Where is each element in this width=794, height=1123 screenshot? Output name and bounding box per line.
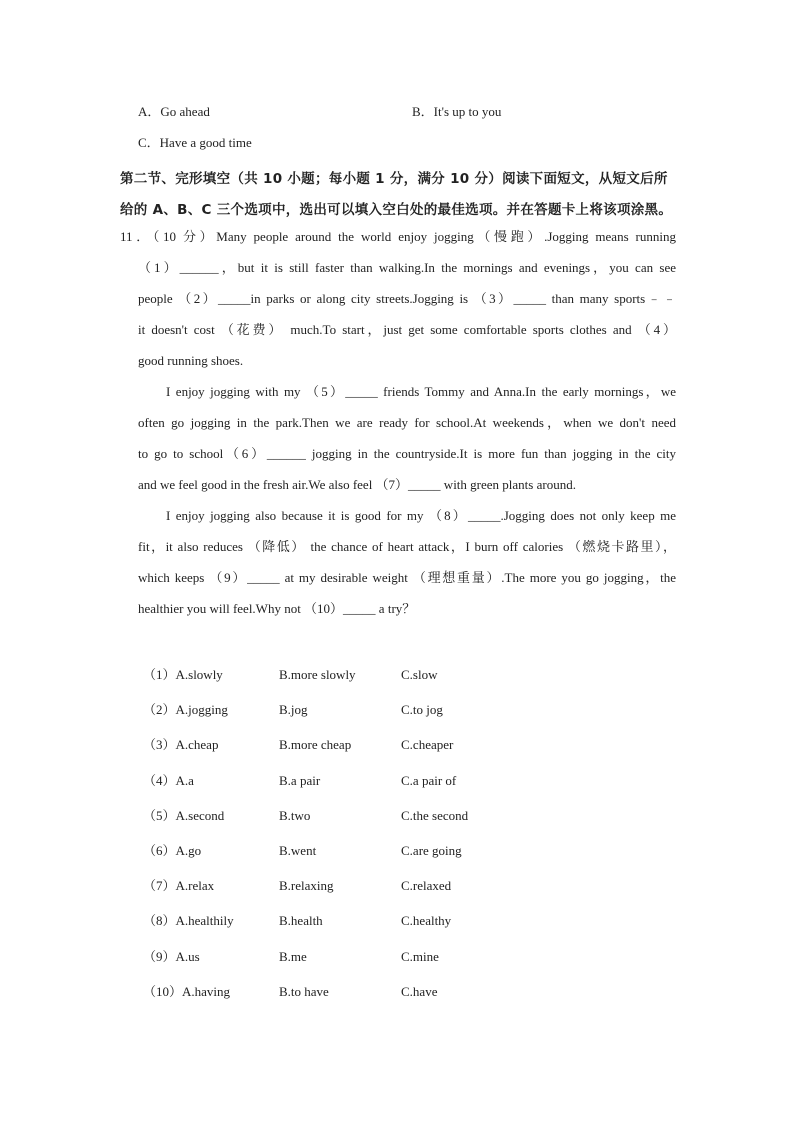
passage-line: and we feel good in the fresh air.We also feel （7）_____ with green plants around. (138, 477, 576, 492)
option-c: C．Have a good time (138, 135, 252, 150)
passage-line: which keeps （9）_____ at my desirable weight （理想重量）.The more you go jogging，the (138, 570, 676, 585)
option-a: （8）A.healthily (143, 913, 234, 929)
section-header-line: 第二节、完形填空（共 10 小题；每小题 1 分，满分 10 分）阅读下面短文，从短文后所 (120, 171, 668, 187)
option-a: （10）A.having (143, 983, 231, 999)
option-row (138, 103, 698, 134)
option-row (143, 699, 543, 734)
answer-options (143, 664, 543, 1016)
previous-question-options (138, 103, 698, 165)
passage-line: it doesn't cost （花费） much.To start，just get some comfortable sports clothes and （4） (138, 322, 676, 337)
option-a: （9）A.us (143, 948, 200, 964)
passage-line: I enjoy jogging with my （5）_____ friends Tommy and Anna.In the early mornings，we (166, 384, 676, 399)
option-row (143, 981, 543, 1016)
option-b: B.jog (279, 702, 308, 718)
option-c: C.the second (401, 807, 469, 823)
passage-line: healthier you will feel.Why not （10）_____ a try？ (138, 601, 416, 616)
passage-line: I enjoy jogging also because it is good for my （8）_____.Jogging does not only keep me (166, 508, 676, 523)
passage-line: good running shoes. (138, 353, 244, 368)
section-header (120, 164, 680, 226)
option-row (143, 875, 543, 910)
option-b: B.relaxing (279, 878, 334, 894)
option-b: B.more cheap (279, 737, 352, 753)
option-a: （4）A.a (143, 772, 194, 788)
option-c: C.cheaper (401, 737, 454, 753)
option-c: C.relaxed (401, 878, 452, 894)
option-c: C.have (401, 983, 438, 999)
cloze-passage (120, 226, 676, 629)
option-a: （3）A.cheap (143, 737, 219, 753)
option-b: B.health (279, 913, 323, 929)
option-row (143, 840, 543, 875)
option-b: B.two (279, 807, 311, 823)
passage-line: 11．（10 分）Many people around the world enjoy jogging（慢跑）.Jogging means running (120, 229, 676, 244)
passage-line: to go to school（6）______ jogging in the countryside.It is more fun than jogging in the city (138, 446, 676, 461)
passage-line: often go jogging in the park.Then we are ready for school.At weekends，when we don't need (138, 415, 676, 430)
option-a: （6）A.go (143, 842, 202, 858)
option-b: B.went (279, 842, 317, 858)
option-a: （1）A.slowly (143, 667, 223, 682)
option-c: C.mine (401, 948, 439, 964)
option-b: B.a pair (279, 772, 321, 788)
option-row (143, 910, 543, 945)
option-a: （7）A.relax (143, 878, 215, 894)
option-c: C.to jog (401, 702, 443, 718)
option-row (138, 134, 698, 165)
option-b: B.me (279, 948, 307, 964)
option-c: C.slow (401, 667, 438, 682)
option-c: C.a pair of (401, 772, 457, 788)
section-header-line: 给的 A、B、C 三个选项中，选出可以填入空白处的最佳选项。并在答题卡上将该项涂黑。 (120, 202, 673, 218)
option-row (143, 946, 543, 981)
option-c: C.healthy (401, 913, 452, 929)
option-row (143, 734, 543, 769)
option-a: （2）A.jogging (143, 702, 228, 718)
passage-line: fit，it also reduces （降低） the chance of heart attack，I burn off calories （燃烧卡路里）， (138, 539, 676, 554)
option-a: A．Go ahead (138, 104, 210, 119)
option-row (143, 770, 543, 805)
option-b: B．It's up to you (412, 104, 502, 119)
passage-line: people （2）_____in parks or along city streets.Jogging is （3）_____ than many sports﹣﹣ (138, 291, 676, 306)
option-c: C.are going (401, 842, 462, 858)
option-a: （5）A.second (143, 807, 225, 823)
passage-line: （1）______，but it is still faster than walking.In the mornings and evenings，you can see (138, 260, 676, 275)
option-row (143, 664, 543, 699)
option-b: B.more slowly (279, 667, 356, 682)
option-row (143, 805, 543, 840)
option-b: B.to have (279, 983, 329, 999)
